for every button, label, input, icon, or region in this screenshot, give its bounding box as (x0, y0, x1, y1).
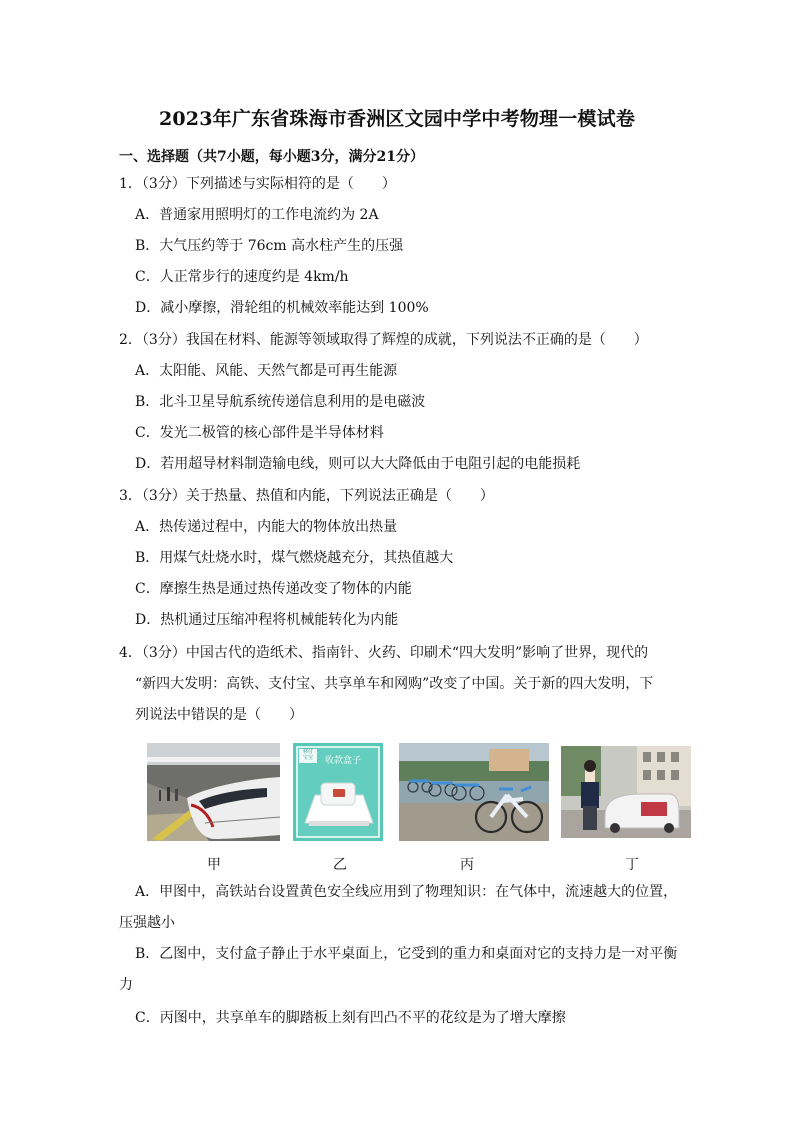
question-4-option-a-line-1: A．甲图中，高铁站台设置黄色安全线应用到了物理知识：在气体中，流速越大的位置， (135, 884, 678, 900)
question-4-option-b-line-2: 力 (119, 977, 133, 993)
question-3-option-d: D．热机通过压缩冲程将机械能转化为内能 (135, 612, 399, 628)
payment-box-image (293, 743, 383, 841)
payment-box-tag-line-1: 移付 (302, 749, 313, 755)
question-1-option-d: D．减小摩擦，滑轮组的机械效率能达到 100% (135, 300, 429, 316)
question-4-stem-line-3: 列说法中错误的是（ ） (135, 707, 303, 723)
question-3-option-b: B．用煤气灶烧水时，煤气燃烧越充分，其热值越大 (135, 550, 454, 566)
question-1-option-b: B．大气压约等于 76cm 高水柱产生的压强 (135, 238, 404, 254)
page-title: 2023年广东省珠海市香洲区文园中学中考物理一模试卷 (158, 108, 636, 130)
question-4-stem-line-1: 4．（3分）中国古代的造纸术、指南针、火药、印刷术“四大发明”影响了世界，现代的 (119, 645, 649, 661)
question-2-option-a: A．太阳能、风能、天然气都是可再生能源 (135, 363, 398, 379)
question-2-stem: 2．（3分）我国在材料、能源等领域取得了辉煌的成就，下列说法不正确的是（ ） (119, 332, 648, 348)
caption-ding: 丁 (625, 857, 639, 873)
question-2-option-d: D．若用超导材料制造输电线，则可以大大降低由于电阻引起的电能损耗 (135, 456, 581, 472)
question-1-stem: 1．（3分）下列描述与实际相符的是（ ） (119, 176, 396, 192)
caption-yi: 乙 (333, 857, 347, 873)
question-3-option-c: C．摩擦生热是通过热传递改变了物体的内能 (135, 581, 412, 597)
caption-bing: 丙 (460, 857, 474, 873)
question-4-option-b-line-1: B．乙图中，支付盒子静止于水平桌面上，它受到的重力和桌面对它的支持力是一对平衡 (135, 946, 678, 962)
question-3-stem: 3．（3分）关于热量、热值和内能，下列说法正确是（ ） (119, 488, 494, 504)
delivery-robot-image (561, 746, 691, 838)
question-4-option-a-line-2: 压强越小 (119, 915, 175, 931)
question-4-option-c: C．丙图中，共享单车的脚踏板上刻有凹凸不平的花纹是为了增大摩擦 (135, 1010, 566, 1026)
caption-jia: 甲 (207, 857, 221, 873)
question-1-option-c: C．人正常步行的速度约是 4km/h (135, 269, 349, 285)
section-heading: 一、选择题（共7小题，每小题3分，满分21分） (119, 149, 424, 165)
payment-box-tag-line-2: 宝宝 (302, 755, 313, 761)
question-1-option-a: A．普通家用照明灯的工作电流约为 2A (135, 207, 379, 223)
shared-bicycles-image (399, 743, 549, 841)
high-speed-train-image (147, 743, 280, 841)
payment-box-sign-text: 收款盒子 (325, 756, 362, 766)
question-2-option-b: B．北斗卫星导航系统传递信息利用的是电磁波 (135, 394, 426, 410)
question-2-option-c: C．发光二极管的核心部件是半导体材料 (135, 425, 384, 441)
question-3-option-a: A．热传递过程中，内能大的物体放出热量 (135, 519, 398, 535)
question-4-stem-line-2: “新四大发明：高铁、支付宝、共享单车和网购”改变了中国。关于新的四大发明，下 (135, 676, 654, 692)
